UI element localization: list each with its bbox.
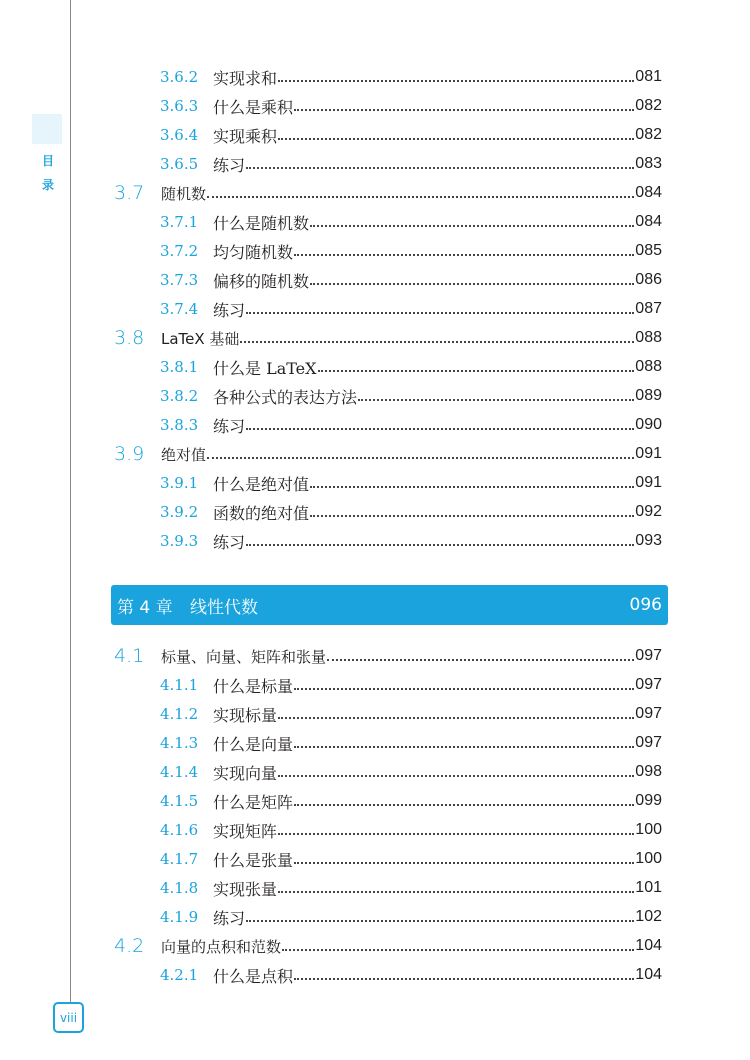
toc-entry-title: 函数的绝对值 — [213, 503, 310, 523]
toc-entry-title: 实现乘积 — [213, 126, 278, 146]
toc-section-entry[interactable] — [114, 326, 662, 350]
toc-subsection-entry[interactable] — [160, 963, 662, 987]
toc-entry-number: 4.1.2 — [160, 705, 199, 723]
toc-entry-page: 102 — [635, 908, 662, 925]
toc-entry-page: 091 — [635, 445, 662, 462]
toc-leader-dots — [246, 528, 634, 546]
toc-entry-page: 100 — [635, 821, 662, 838]
toc-subsection-entry[interactable] — [160, 760, 662, 784]
toc-subsection-entry[interactable] — [160, 268, 662, 292]
toc-leader-dots — [246, 412, 634, 430]
toc-subsection-entry[interactable] — [160, 413, 662, 437]
toc-entry-page: 083 — [635, 155, 662, 172]
toc-entry-number: 3.9 — [114, 443, 145, 465]
toc-leader-dots — [246, 296, 634, 314]
toc-subsection-entry[interactable] — [160, 876, 662, 900]
toc-leader-dots — [294, 238, 634, 256]
toc-entry-number: 3.7.1 — [160, 213, 199, 231]
toc-entry-title: 什么是标量 — [213, 676, 294, 696]
toc-leader-dots — [278, 122, 634, 140]
toc-subsection-entry[interactable] — [160, 731, 662, 755]
toc-subsection-entry[interactable] — [160, 471, 662, 495]
toc-subsection-entry[interactable] — [160, 818, 662, 842]
toc-subsection-entry[interactable] — [160, 123, 662, 147]
toc-leader-dots — [310, 267, 634, 285]
toc-entry-number: 3.7.4 — [160, 300, 199, 318]
toc-subsection-entry[interactable] — [160, 355, 662, 379]
toc-leader-dots — [318, 354, 635, 372]
toc-entry-title: 各种公式的表达方法 — [213, 387, 358, 407]
chapter-heading-bar[interactable] — [111, 585, 668, 625]
toc-entry-number: 4.2 — [114, 935, 145, 957]
toc-entry-page: 088 — [635, 358, 662, 375]
toc-entry-number: 3.8.1 — [160, 358, 199, 376]
toc-leader-dots — [278, 701, 634, 719]
toc-entry-number: 3.7.3 — [160, 271, 199, 289]
toc-leader-dots — [278, 817, 634, 835]
toc-entry-page: 097 — [635, 676, 662, 693]
toc-entry-number: 3.8.2 — [160, 387, 199, 405]
toc-leader-dots — [278, 64, 634, 82]
toc-leader-dots — [240, 325, 634, 343]
toc-entry-title: 向量的点积和范数 — [161, 937, 282, 956]
toc-entry-number: 3.6.4 — [160, 126, 199, 144]
margin-rule — [70, 0, 71, 1002]
toc-entry-number: 3.6.2 — [160, 68, 199, 86]
toc-entry-number: 4.1.6 — [160, 821, 199, 839]
toc-entry-page: 091 — [635, 474, 662, 491]
toc-entry-number: 3.7 — [114, 182, 145, 204]
toc-leader-dots — [294, 93, 634, 111]
toc-subsection-entry[interactable] — [160, 65, 662, 89]
toc-entry-number: 3.9.1 — [160, 474, 199, 492]
toc-leader-dots — [246, 151, 634, 169]
toc-entry-number: 3.7.2 — [160, 242, 199, 260]
toc-entry-title: 练习 — [213, 300, 246, 320]
toc-entry-title: 什么是乘积 — [213, 97, 294, 117]
toc-subsection-entry[interactable] — [160, 905, 662, 929]
toc-leader-dots — [310, 470, 634, 488]
toc-leader-dots — [310, 209, 634, 227]
toc-subsection-entry[interactable] — [160, 500, 662, 524]
toc-entry-page: 100 — [635, 850, 662, 867]
toc-entry-page: 085 — [635, 242, 662, 259]
toc-entry-title: 偏移的随机数 — [213, 271, 310, 291]
toc-entry-title: 练习 — [213, 532, 246, 552]
toc-entry-page: 092 — [635, 503, 662, 520]
toc-entry-page: 082 — [635, 97, 662, 114]
toc-entry-number: 3.6.5 — [160, 155, 199, 173]
toc-entry-title: 什么是向量 — [213, 734, 294, 754]
toc-entry-number: 4.1.8 — [160, 879, 199, 897]
toc-entry-number: 4.1 — [114, 645, 145, 667]
toc-entry-page: 104 — [635, 966, 662, 983]
toc-leader-dots — [278, 875, 634, 893]
toc-entry-title: 实现张量 — [213, 879, 278, 899]
toc-leader-dots — [294, 846, 634, 864]
chapter-title: 线性代数 — [190, 597, 259, 618]
toc-entry-title: 什么是矩阵 — [213, 792, 294, 812]
toc-entry-title: 实现矩阵 — [213, 821, 278, 841]
toc-entry-title: 实现求和 — [213, 68, 278, 88]
toc-entry-page: 087 — [635, 300, 662, 317]
chapter-heading-left — [117, 593, 270, 618]
toc-entry-title: 练习 — [213, 416, 246, 436]
toc-entry-page: 086 — [635, 271, 662, 288]
toc-subsection-entry[interactable] — [160, 789, 662, 813]
toc-leader-dots — [310, 499, 634, 517]
toc-entry-page: 099 — [635, 792, 662, 809]
toc-leader-dots — [282, 933, 634, 951]
toc-entry-page: 101 — [635, 879, 662, 896]
toc-section-entry[interactable] — [114, 442, 662, 466]
toc-entry-page: 097 — [635, 647, 662, 664]
toc-entry-title: 什么是绝对值 — [213, 474, 310, 494]
toc-entry-title: 什么是张量 — [213, 850, 294, 870]
toc-entry-page: 089 — [635, 387, 662, 404]
toc-entry-number: 4.1.7 — [160, 850, 199, 868]
toc-subsection-entry[interactable] — [160, 529, 662, 553]
toc-leader-dots — [294, 730, 634, 748]
toc-entry-title: 什么是 LaTeX — [213, 358, 317, 378]
chapter-page: 096 — [629, 595, 662, 615]
toc-entry-page: 093 — [635, 532, 662, 549]
toc-subsection-entry[interactable] — [160, 210, 662, 234]
toc-entry-page: 084 — [635, 184, 662, 201]
toc-entry-page: 090 — [635, 416, 662, 433]
toc-entry-number: 3.8.3 — [160, 416, 199, 434]
toc-entry-number: 4.1.5 — [160, 792, 199, 810]
toc-subsection-entry[interactable] — [160, 152, 662, 176]
toc-entry-page: 081 — [635, 68, 662, 85]
toc-subsection-entry[interactable] — [160, 239, 662, 263]
toc-leader-dots — [294, 788, 634, 806]
toc-entry-number: 3.9.3 — [160, 532, 199, 550]
sidebar-label-1: 目 — [41, 154, 54, 168]
toc-entry-title: 随机数 — [161, 184, 207, 203]
toc-leader-dots — [294, 672, 634, 690]
toc-entry-page: 104 — [635, 937, 662, 954]
toc-entry-page: 084 — [635, 213, 662, 230]
toc-subsection-entry[interactable] — [160, 94, 662, 118]
toc-entry-title: 实现标量 — [213, 705, 278, 725]
toc-entry-title: 标量、向量、矩阵和张量 — [161, 647, 327, 666]
toc-entry-number: 4.1.1 — [160, 676, 199, 694]
toc-leader-dots — [207, 441, 634, 459]
toc-entry-number: 3.6.3 — [160, 97, 199, 115]
toc-leader-dots — [327, 643, 634, 661]
toc-section-entry[interactable] — [114, 644, 662, 668]
toc-entry-number: 3.9.2 — [160, 503, 199, 521]
toc-entry-title: 实现向量 — [213, 763, 278, 783]
toc-subsection-entry[interactable] — [160, 384, 662, 408]
sidebar-label-2: 录 — [41, 178, 54, 192]
toc-leader-dots — [207, 180, 634, 198]
toc-entry-title: 绝对值 — [161, 445, 207, 464]
toc-entry-number: 4.1.3 — [160, 734, 199, 752]
toc-entry-number: 4.2.1 — [160, 966, 199, 984]
toc-entry-number: 4.1.9 — [160, 908, 199, 926]
toc-subsection-entry[interactable] — [160, 297, 662, 321]
toc-entry-title: 练习 — [213, 155, 246, 175]
toc-leader-dots — [358, 383, 634, 401]
toc-entry-page: 082 — [635, 126, 662, 143]
toc-leader-dots — [294, 962, 634, 980]
toc-subsection-entry[interactable] — [160, 702, 662, 726]
toc-entry-page: 097 — [635, 705, 662, 722]
toc-entry-title: 什么是随机数 — [213, 213, 310, 233]
toc-subsection-entry[interactable] — [160, 673, 662, 697]
toc-entry-page: 097 — [635, 734, 662, 751]
toc-entry-title: 什么是点积 — [213, 966, 294, 986]
toc-section-entry[interactable] — [114, 934, 662, 958]
toc-entry-page: 098 — [635, 763, 662, 780]
toc-leader-dots — [246, 904, 634, 922]
toc-subsection-entry[interactable] — [160, 847, 662, 871]
toc-entry-number: 3.8 — [114, 327, 145, 349]
toc-entry-title: LaTeX 基础 — [161, 329, 240, 348]
toc-entry-page: 088 — [635, 329, 662, 346]
toc-leader-dots — [278, 759, 634, 777]
chapter-label: 第 4 章 — [117, 597, 173, 618]
sidebar-tab — [32, 114, 62, 144]
toc-section-entry[interactable] — [114, 181, 662, 205]
page-number-badge: viii — [53, 1002, 84, 1033]
toc-entry-title: 练习 — [213, 908, 246, 928]
toc-entry-number: 4.1.4 — [160, 763, 199, 781]
toc-entry-title: 均匀随机数 — [213, 242, 294, 262]
